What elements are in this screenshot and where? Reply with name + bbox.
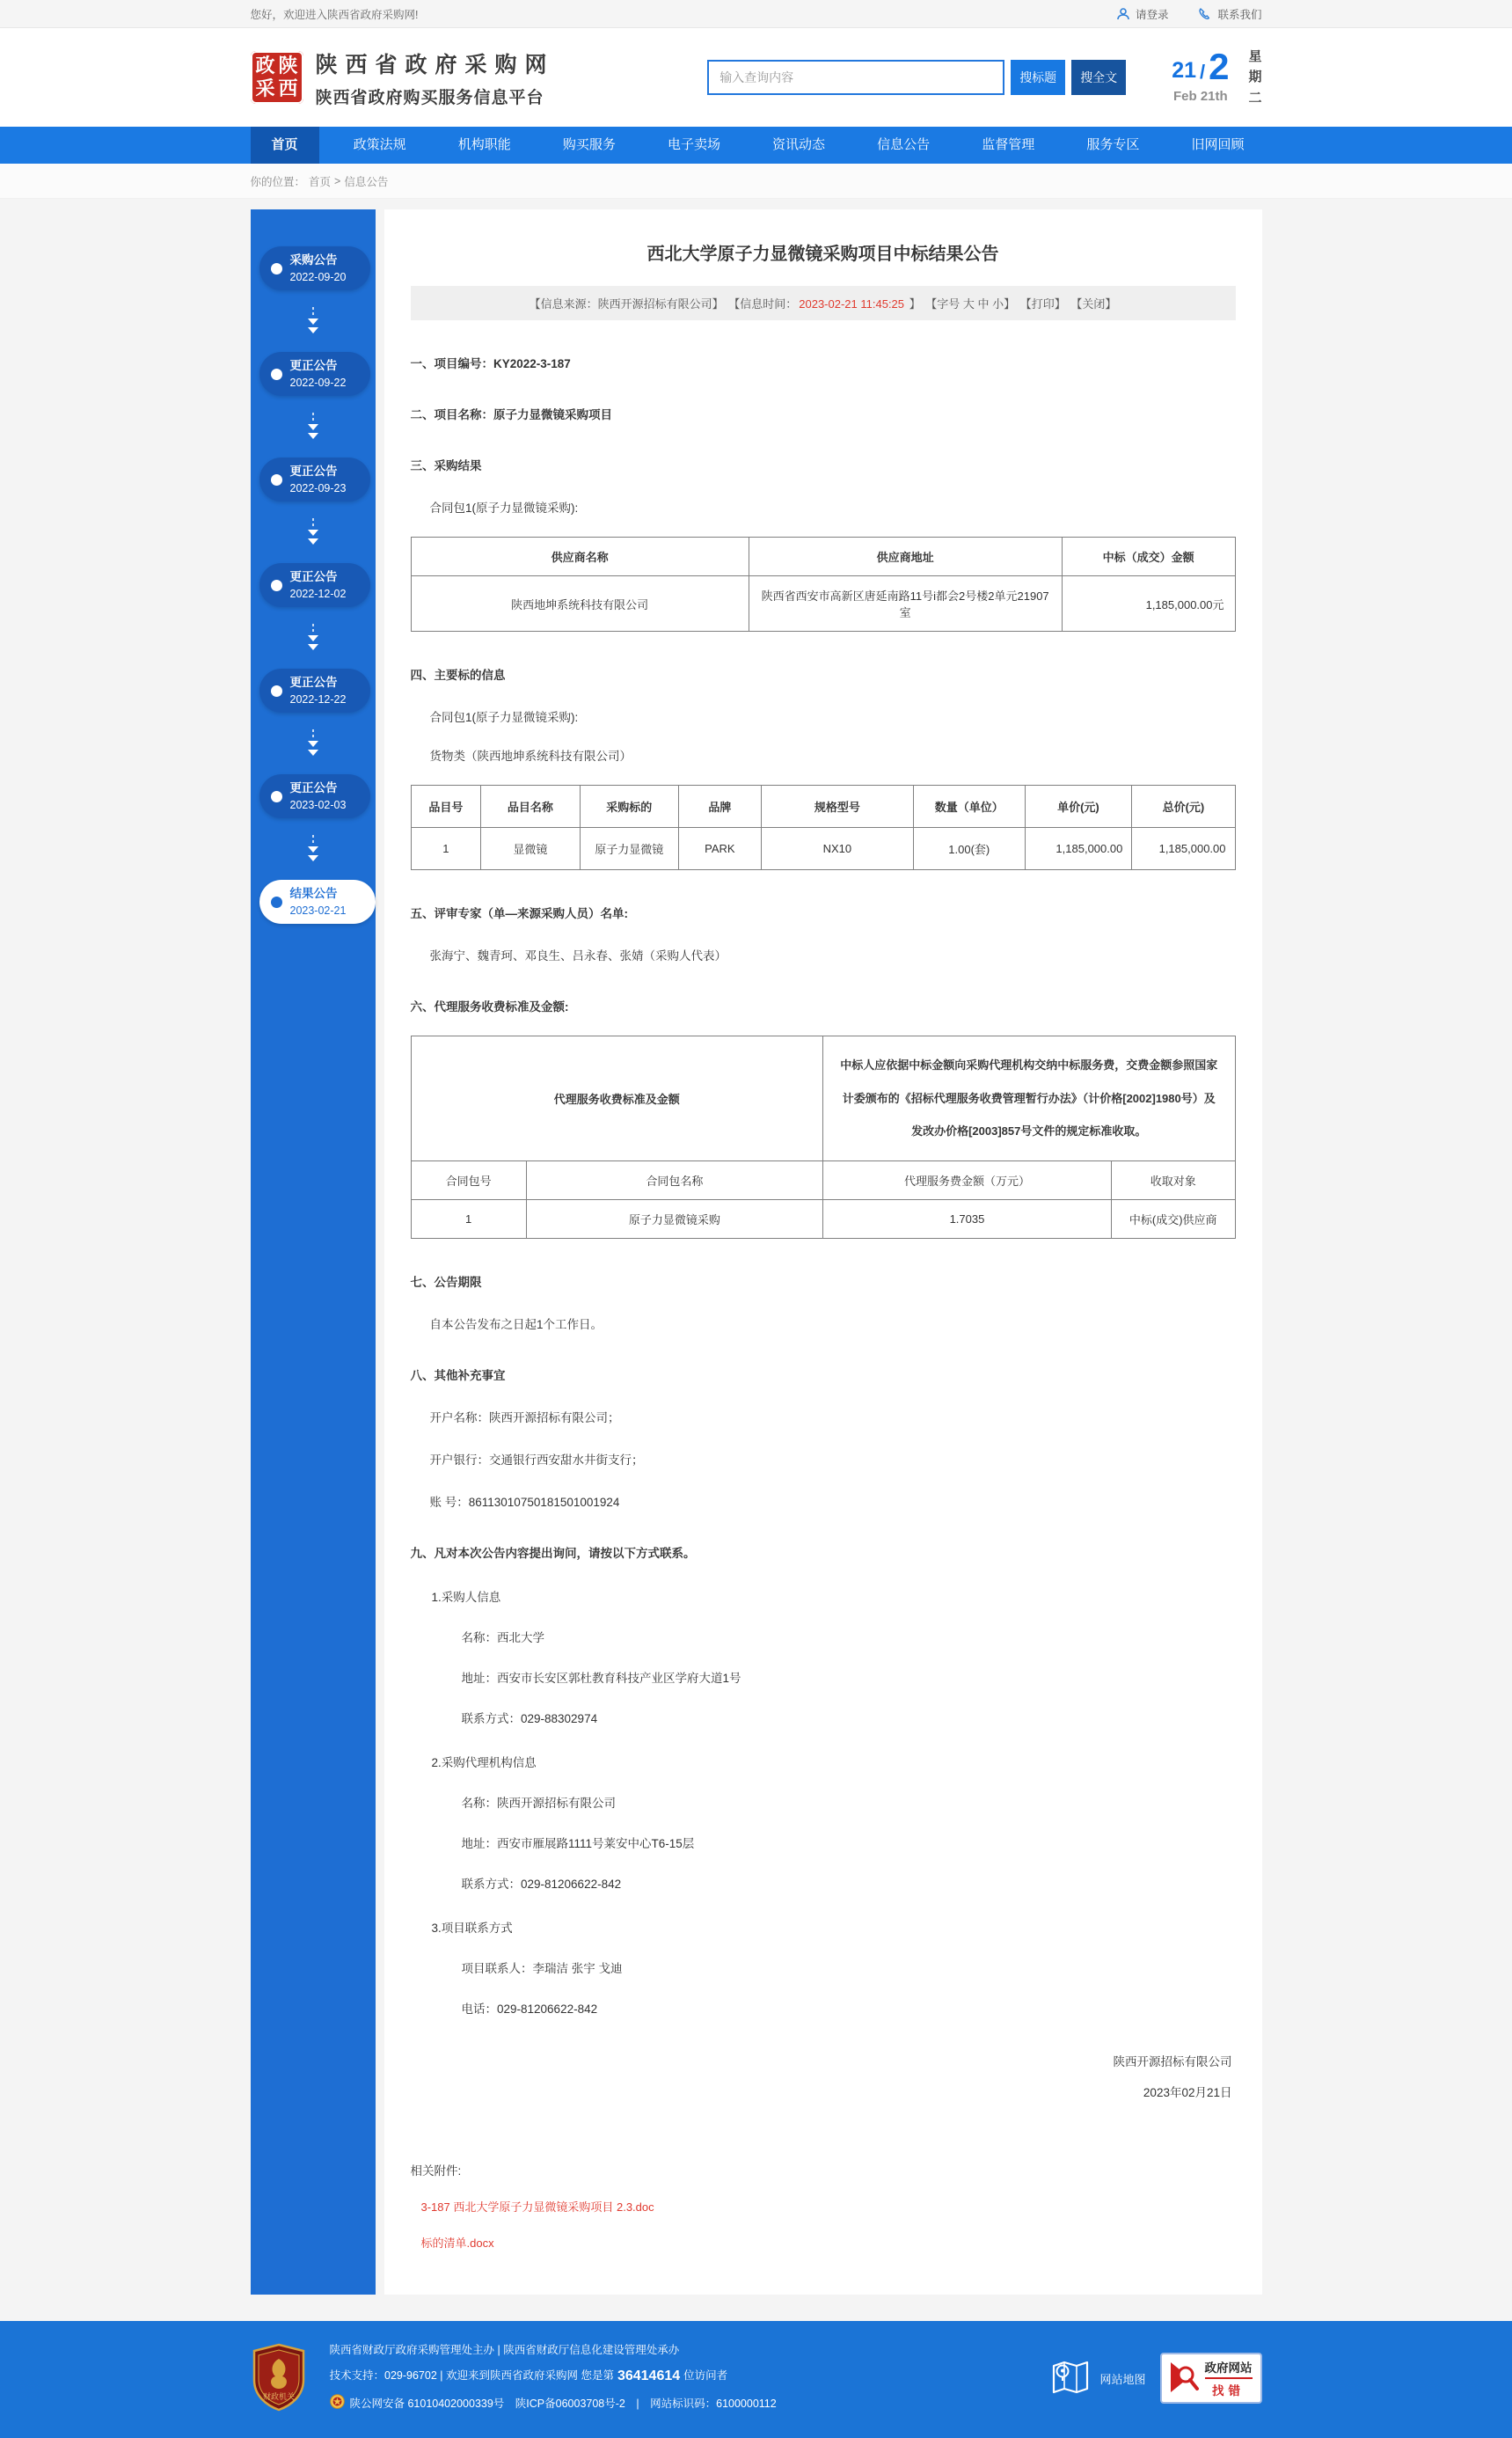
purchaser-phone: 联系方式：029-88302974 <box>461 1712 598 1726</box>
attachment-doc-link[interactable]: 3-187 西北大学原子力显微镜采购项目 2.3.doc <box>420 2200 654 2215</box>
bank-line: 开户银行：交通银行西安甜水井街支行； <box>429 1453 644 1468</box>
timeline-dot <box>271 369 282 380</box>
section-8-supplementary: 八、其他补充事宜 <box>410 1369 506 1383</box>
timeline-dot <box>271 685 282 697</box>
signature-date: 2023年02月21日 <box>1143 2086 1232 2100</box>
breadcrumb: 你的位置： 首页 > 信息公告 <box>250 174 389 188</box>
table-row: 1 原子力显微镜采购 1.7035 中标(成交)供应商 <box>411 1200 1235 1239</box>
nav-item-announcements[interactable]: 信息公告 <box>877 137 931 152</box>
date-month: 2 <box>1209 45 1230 87</box>
timeline-item-purchase-announcement[interactable]: 采购公告 2022-09-20 <box>259 246 370 290</box>
site-footer <box>0 2321 1512 2437</box>
nav-item-service-zone[interactable]: 服务专区 <box>1086 137 1140 152</box>
user-icon <box>1116 7 1130 21</box>
article-content <box>384 209 1262 2295</box>
login-link[interactable]: 请登录 <box>1116 6 1169 22</box>
close-button[interactable]: 【关闭】 <box>1070 297 1117 311</box>
nav-item-home[interactable]: 首页 <box>251 127 319 164</box>
breadcrumb-bar <box>0 164 1512 199</box>
table-row: 1 显微镜 原子力显微镜 PARK NX10 1.00(套) 1,185,000.00 1,185,000.00 <box>411 828 1235 870</box>
announcement-period-text: 自本公告发布之日起1个工作日。 <box>429 1318 603 1332</box>
footer-registration-line: 陕公网安备 61010402000339号 陕ICP备06003708号-2 | 网站标识码：6100000112 <box>330 2394 1051 2414</box>
section-7-announcement-period: 七、公告期限 <box>410 1276 482 1290</box>
timeline-dot <box>271 580 282 591</box>
timeline-item-correction-4[interactable]: 更正公告 2022-12-22 <box>259 669 370 713</box>
arrow-down-dashed-icon <box>251 713 376 774</box>
agency-address: 地址：西安市雁展路1111号莱安中心T6-15层 <box>461 1837 695 1851</box>
timeline-item-correction-2[interactable]: 更正公告 2022-09-23 <box>259 458 370 502</box>
timeline-item-result-announcement[interactable]: 结果公告 2023-02-21 <box>259 880 376 924</box>
section-5-experts: 五、评审专家（单—来源采购人员）名单: <box>410 907 628 920</box>
agency-fee-table: 代理服务收费标准及金额 中标人应依据中标金额向采购代理机构交纳中标服务费，交费金额参照国家计委颁布的《招标代理服务收费管理暂行办法》（计价格[2002]1980号）及发改办价格[2003]857号文件的规定标准收取。 合同包号 合同包名称 代理服务费金额（万元） 收取对象 1 原子力显微镜采购 1.7035 中标(成交)供应商 <box>411 1036 1236 1239</box>
finance-emblem-icon <box>251 2343 307 2414</box>
signature-company: 陕西开源招标有限公司 <box>1113 2055 1232 2069</box>
timeline-dot <box>271 263 282 275</box>
arrow-down-dashed-icon <box>251 607 376 669</box>
agency-phone: 联系方式：029-81206622-842 <box>461 1878 622 1892</box>
welcome-text: 您好，欢迎进入陕西省政府采购网! <box>250 8 419 21</box>
nav-item-functions[interactable]: 机构职能 <box>457 137 511 152</box>
topbar <box>0 0 1512 28</box>
site-header <box>0 28 1512 127</box>
section-4-main-subject-info: 四、主要标的信息 <box>410 669 506 682</box>
page-title: 西北大学原子力显微镜采购项目中标结果公告 <box>646 245 999 264</box>
supplier-result-table: 供应商名称 供应商地址 中标（成交）金额 陕西地坤系统科技有限公司 陕西省西安市高新区唐延南路11号i都会2号楼2单元21907室 1,185,000.00元 <box>411 537 1236 632</box>
contact-link[interactable]: 联系我们 <box>1198 6 1261 22</box>
main-nav <box>0 127 1512 164</box>
phone-icon <box>1198 7 1212 21</box>
nav-item-old-site[interactable]: 旧网回顾 <box>1191 137 1245 152</box>
svg-text:财政机关: 财政机关 <box>262 2391 295 2401</box>
section-6-agency-fee: 六、代理服务收费标准及金额: <box>410 1000 569 1014</box>
article-meta-bar: 【信息来源：陕西开源招标有限公司】 【信息时间： 2023-02-21 11:45:25 】 【字号 大 中 小】 【打印】 【关闭】 <box>411 286 1236 320</box>
map-icon <box>1050 2359 1091 2398</box>
font-size-control[interactable]: 【字号 大 中 小】 <box>925 297 1016 311</box>
agency-info-title: 2.采购代理机构信息 <box>431 1756 537 1770</box>
nav-item-purchase-services[interactable]: 购买服务 <box>562 137 616 152</box>
section-1-project-number: 一、项目编号：KY2022-3-187 <box>410 357 571 370</box>
agency-name: 名称：陕西开源招标有限公司 <box>461 1797 616 1811</box>
arrow-down-dashed-icon <box>251 396 376 458</box>
search-title-button[interactable]: 搜标题 <box>1011 60 1065 95</box>
search-input[interactable] <box>707 60 1004 95</box>
account-number-line: 账 号：86113010750181501001924 <box>429 1496 620 1510</box>
contract-package-line: 合同包1(原子力显微镜采购): <box>429 711 579 724</box>
goods-category-line: 货物类（陕西地坤系统科技有限公司） <box>429 750 632 763</box>
site-title: 陕西省政府采购网 <box>315 52 555 77</box>
purchaser-name: 名称：西北大学 <box>461 1631 544 1645</box>
visitor-count: 36414614 <box>617 2368 681 2383</box>
weekday-vertical: 星 期 二 <box>1248 49 1262 106</box>
timeline-dot <box>271 791 282 802</box>
timeline-item-correction-3[interactable]: 更正公告 2022-12-02 <box>259 563 370 607</box>
meta-source: 【信息来源：陕西开源招标有限公司】 <box>529 297 724 311</box>
project-contact-phone: 电话：029-81206622-842 <box>461 2002 598 2017</box>
breadcrumb-home[interactable]: 首页 <box>309 175 332 188</box>
site-logo[interactable] <box>251 48 555 108</box>
timeline-dot <box>271 897 282 908</box>
logo-seal-icon: 政 陕 采 西 <box>251 51 303 104</box>
date-english: Feb 21th <box>1172 89 1228 105</box>
search-area <box>707 60 1126 95</box>
purchaser-address: 地址：西安市长安区郭杜教育科技产业区学府大道1号 <box>461 1672 741 1686</box>
nav-item-policies[interactable]: 政策法规 <box>353 137 406 152</box>
magnifier-icon <box>1170 2360 1200 2398</box>
subject-detail-table: 品目号 品目名称 采购标的 品牌 规格型号 数量（单位） 单价(元) 总价(元) 1 显微镜 原子力显微镜 PARK NX10 1.00(套) 1,185,000.00 1,185,000.00 <box>411 785 1236 870</box>
sitemap-link[interactable]: 网站地图 <box>1050 2359 1145 2398</box>
timeline-dot <box>271 474 282 486</box>
arrow-down-dashed-icon <box>251 502 376 563</box>
footer-organizer-line: 陕西省财政厅政府采购管理处主办 | 陕西省财政厅信息化建设管理处承办 <box>329 2344 680 2357</box>
project-contact-person: 项目联系人：李瑞洁 张宇 戈迪 <box>461 1962 623 1976</box>
account-name-line: 开户名称：陕西开源招标有限公司； <box>429 1411 620 1425</box>
signature-block <box>411 2046 1236 2108</box>
nav-item-e-market[interactable]: 电子卖场 <box>667 137 720 152</box>
meta-time: 2023-02-21 11:45:25 <box>799 297 905 311</box>
arrow-down-dashed-icon <box>251 290 376 352</box>
search-fulltext-button[interactable]: 搜全文 <box>1071 60 1126 95</box>
footer-support-line: 技术支持：029-96702 | 欢迎来到陕西省政府采购网 您是第 36414614 位访问者 <box>330 2367 1051 2386</box>
nav-item-news[interactable]: 资讯动态 <box>772 137 826 152</box>
timeline-item-correction-5[interactable]: 更正公告 2023-02-03 <box>259 774 370 818</box>
experts-names: 张海宁、魏青珂、邓良生、吕永春、张婧（采购人代表） <box>429 949 727 963</box>
arrow-down-dashed-icon <box>251 818 376 880</box>
date-widget: 21 / 2 Feb 21th 星 期 二 <box>1172 47 1261 108</box>
attachments-title: 相关附件: <box>410 2164 462 2178</box>
section-2-project-name: 二、项目名称：原子力显微镜采购项目 <box>410 408 612 421</box>
site-subtitle: 陕西省政府购买服务信息平台 <box>315 88 544 107</box>
attachment-docx-link[interactable]: 标的清单.docx <box>420 2237 494 2251</box>
section-3-procurement-result: 三、采购结果 <box>410 459 482 472</box>
gov-site-error-report-badge[interactable]: 政府网站 找错 <box>1160 2353 1262 2404</box>
police-badge-icon <box>330 2394 345 2414</box>
section-9-contact: 九、凡对本次公告内容提出询问，请按以下方式联系。 <box>410 1547 696 1561</box>
purchaser-info-title: 1.采购人信息 <box>431 1591 501 1605</box>
table-row: 陕西地坤系统科技有限公司 陕西省西安市高新区唐延南路11号i都会2号楼2单元21907室 1,185,000.00元 <box>411 576 1235 632</box>
project-contact-title: 3.项目联系方式 <box>431 1922 513 1936</box>
print-button[interactable]: 【打印】 <box>1019 297 1066 311</box>
date-day: 21 <box>1172 58 1196 84</box>
nav-item-supervision[interactable]: 监督管理 <box>982 137 1035 152</box>
contract-package-line: 合同包1(原子力显微镜采购): <box>429 502 579 515</box>
breadcrumb-current[interactable]: 信息公告 <box>344 175 389 188</box>
announcement-timeline-sidebar <box>251 209 376 2295</box>
attachments-section <box>411 2161 1236 2251</box>
timeline-item-correction-1[interactable]: 更正公告 2022-09-22 <box>259 352 370 396</box>
